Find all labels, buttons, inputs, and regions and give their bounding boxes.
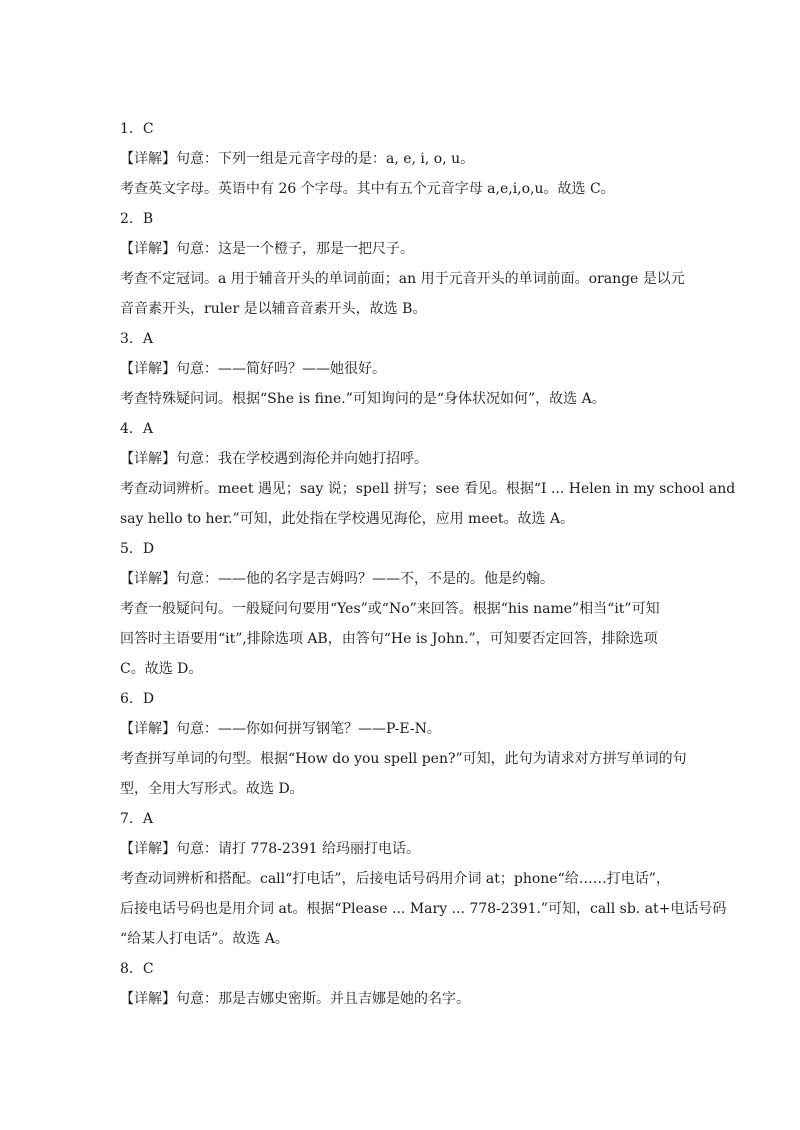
answer-number-8: 8．C: [120, 961, 154, 977]
answer-number-2: 2．B: [120, 211, 154, 227]
explanation-line: 考查拼写单词的句型。根据“How do you spell pen?”可知，此句为请求对方拼写单词的句: [120, 751, 687, 767]
explanation-line: say hello to her.”可知，此处指在学校遇见海伦，应用 meet。故选 A。: [120, 511, 575, 527]
explanation-line: 【详解】句意：我在学校遇到海伦并向她打招呼。: [120, 451, 428, 467]
answer-key-content: [120, 114, 736, 1014]
answer-number-5: 5．D: [120, 541, 155, 557]
explanation-line: 考查动词辨析和搭配。call“打电话”，后接电话号码用介词 at；phone“给……打电话”，: [120, 871, 670, 887]
explanation-line: 考查一般疑问句。一般疑问句要用“Yes”或“No”来回答。根据“his name”相当“it”可知: [120, 601, 660, 617]
explanation-line: 【详解】句意：——他的名字是吉姆吗？——不，不是的。他是约翰。: [120, 571, 554, 587]
explanation-line: 音音素开头，ruler 是以辅音音素开头，故选 B。: [120, 301, 427, 317]
explanation-line: 回答时主语要用“it”,排除选项 AB，由答句“He is John.”，可知要否定回答，排除选项: [120, 631, 658, 647]
answer-number-4: 4．A: [120, 421, 154, 437]
explanation-line: 【详解】句意：这是一个橙子，那是一把尺子。: [120, 241, 414, 257]
answer-number-1: 1．C: [120, 121, 154, 137]
explanation-line: 【详解】句意：请打 778-2391 给玛丽打电话。: [120, 841, 420, 857]
explanation-line: 考查特殊疑问词。根据“She is fine.”可知询问的是“身体状况如何”，故选 A。: [120, 391, 606, 407]
explanation-line: 【详解】句意：下列一组是元音字母的是：a, e, i, o, u。: [120, 151, 475, 167]
explanation-line: 【详解】句意：——你如何拼写钢笔？——P-E-N。: [120, 721, 441, 737]
explanation-line: 【详解】句意：那是吉娜史密斯。并且吉娜是她的名字。: [120, 991, 470, 1007]
answer-number-7: 7．A: [120, 811, 154, 827]
explanation-line: 型，全用大写形式。故选 D。: [120, 781, 304, 797]
explanation-line: 考查不定冠词。a 用于辅音开头的单词前面；an 用于元音开头的单词前面。orange 是以元: [120, 271, 685, 287]
answer-number-6: 6．D: [120, 691, 155, 707]
explanation-line: 考查动词辨析。meet 遇见；say 说；spell 拼写；see 看见。根据“I ... Helen in my school and: [120, 481, 736, 497]
answer-number-3: 3．A: [120, 331, 154, 347]
explanation-line: 考查英文字母。英语中有 26 个字母。其中有五个元音字母 a,e,i,o,u。故选 C。: [120, 181, 615, 197]
explanation-line: 后接电话号码也是用介词 at。根据“Please ... Mary ... 778-2391.”可知，call sb. at+电话号码: [120, 901, 727, 917]
explanation-line: C。故选 D。: [120, 661, 203, 677]
explanation-line: “给某人打电话”。故选 A。: [120, 931, 289, 947]
explanation-line: 【详解】句意：——简好吗？——她很好。: [120, 361, 386, 377]
